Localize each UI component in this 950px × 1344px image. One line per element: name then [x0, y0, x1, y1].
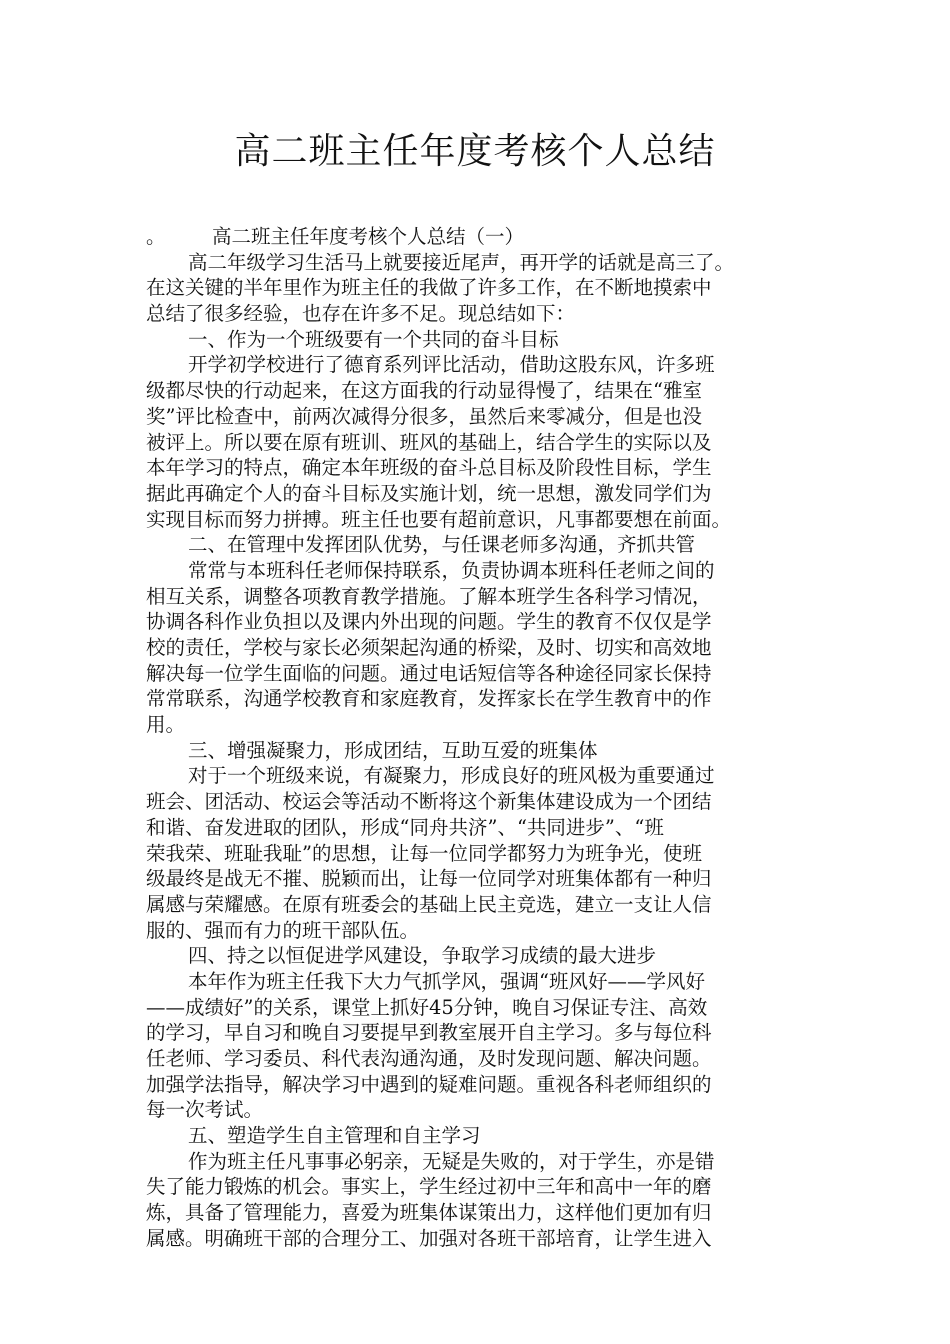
text-line — [146, 686, 810, 712]
line-text: 总结了很多经验，也存在许多不足。现总结如下： — [146, 302, 576, 326]
line-text: 奖”评比检查中，前两次减得分很多，虽然后来零减分，但是也没 — [146, 404, 702, 428]
text-line — [146, 275, 810, 301]
line-text: 二、在管理中发挥团队优势，与任课老师多沟通，齐抓共管 — [188, 533, 696, 557]
line-text: 属感与荣耀感。在原有班委会的基础上民主竞选，建立一支让人信 — [146, 892, 712, 916]
text-line — [146, 1174, 810, 1200]
text-line — [146, 969, 810, 995]
line-text: 加强学法指导，解决学习中遇到的疑难问题。重视各科老师组织的 — [146, 1072, 712, 1096]
line-text: 本年作为班主任我下大力气抓学风，强调“班风好——学风好 — [188, 969, 705, 993]
line-text: 协调各科作业负担以及课内外出现的问题。学生的教育不仅仅是学 — [146, 610, 712, 634]
text-line — [146, 558, 810, 584]
document-title: 高二班主任年度考核个人总结 — [234, 131, 716, 172]
line-text: 五、塑造学生自主管理和自主学习 — [188, 1124, 481, 1148]
line-text: 一、作为一个班级要有一个共同的奋斗目标 — [188, 327, 559, 351]
text-line — [146, 635, 810, 661]
text-line — [146, 455, 810, 481]
text-line — [146, 1149, 810, 1175]
line-text: 开学初学校进行了德育系列评比活动，借助这股东风，许多班 — [188, 353, 715, 377]
text-line — [146, 1097, 810, 1123]
line-text: 班会、团活动、校运会等活动不断将这个新集体建设成为一个团结 — [146, 790, 712, 814]
text-line — [146, 995, 810, 1021]
line-text: 的学习，早自习和晚自习要提早到教室展开自主学习。多与每位科 — [146, 1021, 712, 1045]
text-line — [146, 327, 810, 353]
text-line — [146, 866, 810, 892]
text-line — [146, 584, 810, 610]
text-line — [146, 789, 810, 815]
text-line — [146, 609, 810, 635]
line-text: 校的责任，学校与家长必须架起沟通的桥梁，及时、切实和高效地 — [146, 636, 712, 659]
text-line — [146, 224, 810, 250]
text-line — [146, 430, 810, 456]
line-text: 炼，具备了管理能力，喜爱为班集体谋策出力，这样他们更加有归 — [146, 1201, 712, 1225]
line-text: 属感。明确班干部的合理分工、加强对各班干部培育，让学生进入 — [146, 1226, 712, 1250]
text-line — [146, 763, 810, 789]
line-text: 三、增强凝聚力，形成团结，互助互爱的班集体 — [188, 738, 598, 762]
text-line — [146, 1200, 810, 1226]
text-line — [146, 481, 810, 507]
text-line — [146, 841, 810, 867]
line-text: 四、持之以恒促进学风建设，争取学习成绩的最大进步 — [188, 944, 657, 968]
text-line — [146, 815, 810, 841]
line-text: 解决每一位学生面临的问题。通过电话短信等各种途径同家长保持 — [146, 661, 712, 685]
line-text: 荣我荣、班耻我耻”的思想，让每一位同学都努力为班争光，使班 — [146, 841, 702, 865]
text-line — [146, 738, 810, 764]
text-line — [146, 1046, 810, 1072]
line-text: 本年学习的特点，确定本年班级的奋斗总目标及阶段性目标，学生 — [146, 456, 712, 480]
line-text: 和谐、奋发进取的团队，形成“同舟共济”、“共同进步”、“班 — [146, 815, 664, 839]
text-line — [146, 943, 810, 969]
line-prefix: 。 — [146, 225, 166, 248]
line-text: 常常联系，沟通学校教育和家庭教育，发挥家长在学生教育中的作 — [146, 687, 712, 711]
line-text: ——成绩好”的关系，课堂上抓好45分钟，晚自习保证专注、高效 — [146, 995, 708, 1019]
line-text: 作为班主任凡事事必躬亲，无疑是失败的，对于学生，亦是错 — [188, 1149, 715, 1173]
text-line — [146, 352, 810, 378]
text-line — [146, 918, 810, 944]
section-subtitle: 高二班主任年度考核个人总结（一） — [212, 225, 525, 248]
text-line — [146, 1072, 810, 1098]
text-line — [146, 1020, 810, 1046]
text-line — [146, 532, 810, 558]
line-text: 失了能力锻炼的机会。事实上，学生经过初中三年和高中一年的磨 — [146, 1175, 712, 1199]
text-line — [146, 507, 810, 533]
text-line — [146, 301, 810, 327]
line-text: 对于一个班级来说，有凝聚力，形成良好的班风极为重要通过 — [188, 764, 715, 788]
line-text: 据此再确定个人的奋斗目标及实施计划，统一思想，激发同学们为 — [146, 481, 712, 505]
line-text: 相互关系，调整各项教育教学措施。了解本班学生各科学习情况， — [146, 584, 712, 608]
text-line — [146, 892, 810, 918]
line-text: 实现目标而努力拼搏。班主任也要有超前意识，凡事都要想在前面。 — [146, 507, 732, 531]
line-text: 用。 — [146, 713, 186, 737]
line-text: 级都尽快的行动起来，在这方面我的行动显得慢了，结果在“雅室 — [146, 379, 702, 403]
text-line — [146, 1226, 810, 1252]
line-text: 级最终是战无不摧、脱颖而出，让每一位同学对班集体都有一种归 — [146, 867, 712, 891]
line-text: 常常与本班科任老师保持联系，负责协调本班科任老师之间的 — [188, 558, 715, 582]
text-line — [146, 404, 810, 430]
line-text: 被评上。所以要在原有班训、班风的基础上，结合学生的实际以及 — [146, 430, 712, 454]
line-text: 任老师、学习委员、科代表沟通沟通，及时发现问题、解决问题。 — [146, 1047, 712, 1070]
text-line — [146, 250, 810, 276]
text-line — [146, 712, 810, 738]
text-line — [146, 1123, 810, 1149]
text-line — [146, 661, 810, 687]
line-text: 每一次考试。 — [146, 1098, 264, 1122]
line-text: 高二年级学习生活马上就要接近尾声，再开学的话就是高三了。 — [188, 250, 735, 274]
text-line — [146, 378, 810, 404]
document-body — [146, 224, 810, 1252]
line-text: 在这关键的半年里作为班主任的我做了许多工作，在不断地摸索中 — [146, 276, 712, 300]
line-text: 服的、强而有力的班干部队伍。 — [146, 918, 420, 942]
